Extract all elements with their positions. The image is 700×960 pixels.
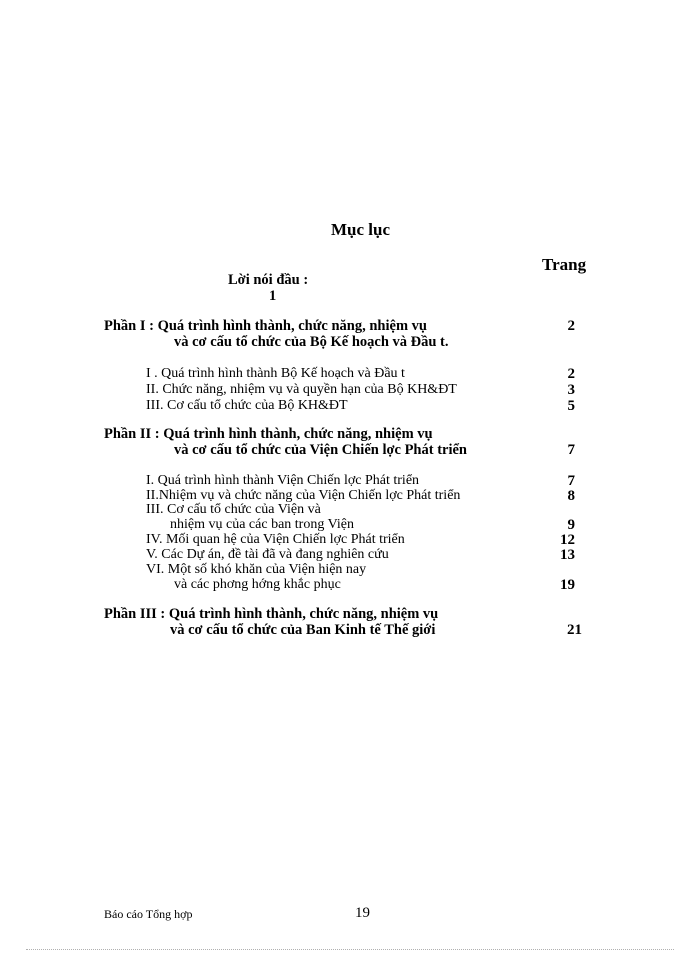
- toc-item-text: VI. Một số khó khăn của Viện hiện nay: [146, 562, 367, 577]
- part-1-title-line2: và cơ cấu tổ chức của Bộ Kế hoạch và Đầu t.: [174, 334, 449, 350]
- toc-item-text-cont: và các phơng hớng khắc phục: [174, 577, 341, 592]
- part-3-page: 21: [567, 622, 582, 638]
- toc-item-page: 8: [567, 488, 575, 504]
- toc-item-text: III. Cơ cấu tổ chức của Bộ KH&ĐT: [146, 398, 348, 413]
- part-3-title-line2: và cơ cấu tổ chức của Ban Kinh tế Thế giới: [170, 622, 436, 638]
- part-2-title-line1: Phần II : Quá trình hình thành, chức năng, nhiệm vụ: [104, 426, 433, 442]
- toc-item-text: III. Cơ cấu tổ chức của Viện và: [146, 502, 321, 517]
- page-column-label: Trang: [542, 255, 587, 274]
- toc-item-page: 9: [567, 517, 575, 533]
- footer-report-label: Báo cáo Tổng hợp: [104, 907, 193, 921]
- preface-page: 1: [269, 288, 277, 304]
- toc-item-text: V. Các Dự án, đề tài đã và đang nghiên cứu: [146, 547, 389, 562]
- toc-item-text: I. Quá trình hình thành Viện Chiến lợc Phát triển: [146, 473, 420, 488]
- toc-item-text: IV. Mối quan hệ của Viện Chiến lợc Phát triển: [146, 532, 405, 547]
- toc-item-page: 3: [567, 382, 575, 398]
- part-1-title-line1: Phần I : Quá trình hình thành, chức năng, nhiệm vụ: [104, 318, 427, 334]
- part-2-page: 7: [567, 442, 575, 458]
- toc-item-text: II. Chức năng, nhiệm vụ và quyền hạn của Bộ KH&ĐT: [146, 382, 457, 397]
- page-title: Mục lục: [331, 220, 391, 239]
- toc-item-page: 5: [567, 398, 575, 414]
- part-3-title-line1: Phần III : Quá trình hình thành, chức năng, nhiệm vụ: [104, 606, 439, 622]
- preface-label: Lời nói đầu :: [228, 272, 309, 288]
- toc-item-page: 19: [560, 577, 575, 593]
- toc-item-page: 2: [567, 366, 575, 382]
- toc-item-text-cont: nhiệm vụ của các ban trong Viện: [170, 517, 354, 532]
- toc-item-text: II.Nhiệm vụ và chức năng của Viện Chiến lợc Phát triển: [146, 488, 461, 503]
- part-1-page: 2: [567, 318, 575, 334]
- part-2-title-line2: và cơ cấu tổ chức của Viện Chiến lợc Phát triển: [174, 442, 467, 458]
- footer-page-number: 19: [355, 905, 370, 921]
- toc-item-page: 7: [567, 473, 575, 489]
- toc-item-text: I . Quá trình hình thành Bộ Kế hoạch và Đầu t: [146, 366, 405, 381]
- footer-divider: [26, 949, 674, 950]
- toc-item-page: 13: [560, 547, 575, 563]
- toc-item-page: 12: [560, 532, 575, 548]
